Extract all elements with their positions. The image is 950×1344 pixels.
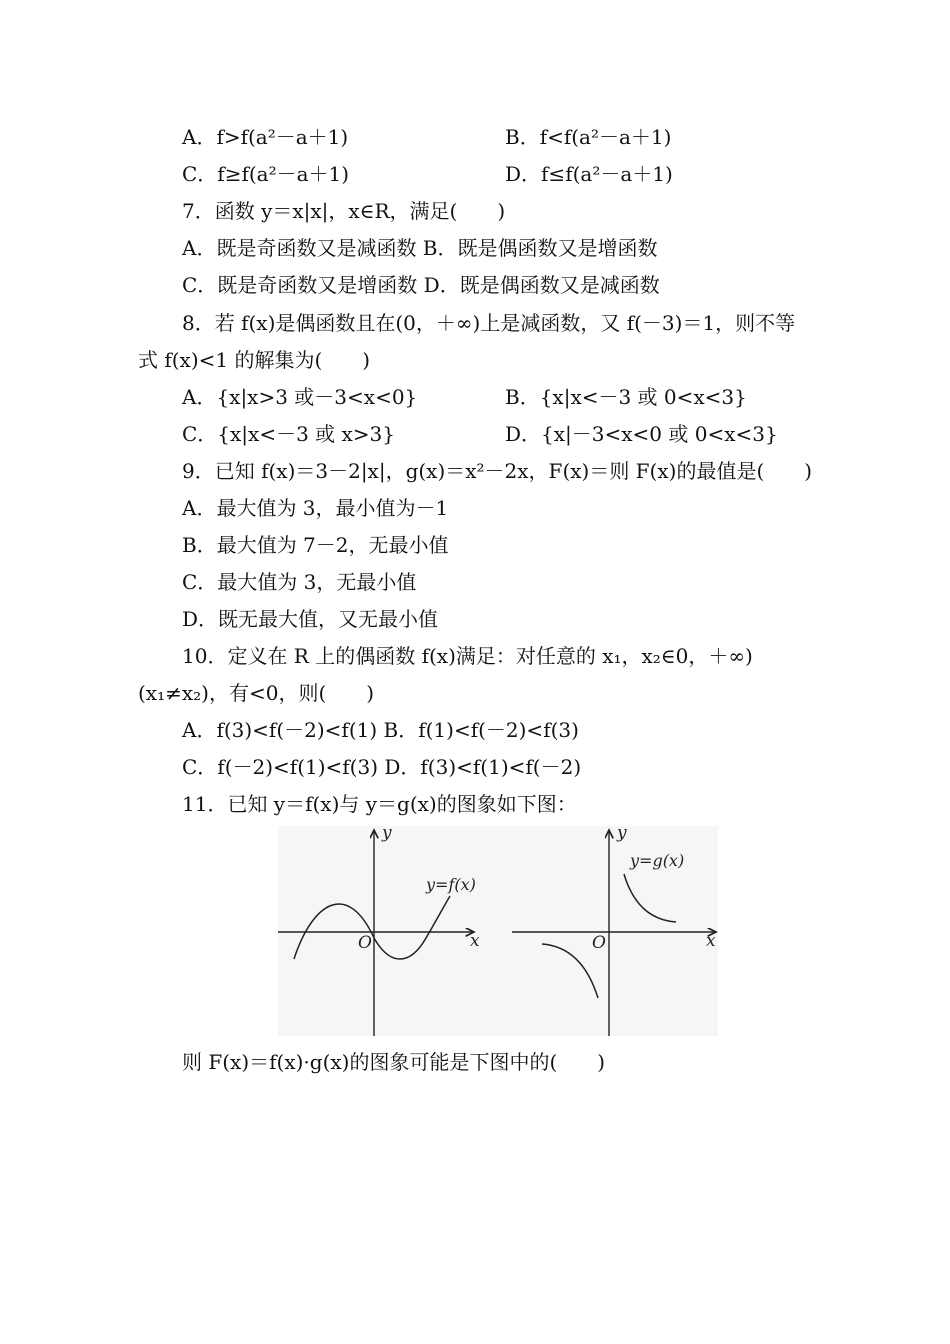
q11-graphs [278,826,718,1036]
left-curve-label: y=f(x) [426,875,476,894]
right-curve-g-neg [542,944,598,998]
right-curve-label: y=g(x) [630,851,685,870]
q6-option-d: D．f≤f(a²－a＋1) [505,162,673,186]
graph-right [512,826,716,1036]
q9-stem: 9．已知 f(x)＝3－2|x|，g(x)＝x²－2x，F(x)＝则 F(x)的最值是( ) [182,459,813,483]
q11-stem: 11．已知 y＝f(x)与 y＝g(x)的图象如下图： [182,792,577,816]
q8-option-d: D．{x|－3<x<0 或 0<x<3} [505,422,778,446]
q9-option-a: A．最大值为 3，最小值为－1 [182,496,449,520]
left-x-label: x [470,931,480,951]
q6-option-a: A．f>f(a²－a＋1) [182,125,349,149]
q10-options-cd: C．f(－2)<f(1)<f(3) D．f(3)<f(1)<f(－2) [182,755,582,779]
q10-options-ab: A．f(3)<f(－2)<f(1) B．f(1)<f(－2)<f(3) [182,718,579,742]
q9-option-d: D．既无最大值，又无最小值 [182,607,439,631]
q7-stem: 7．函数 y＝x|x|，x∈R，满足( ) [182,199,506,223]
q11-figure [278,826,718,1036]
q10-stem-line1: 10．定义在 R 上的偶函数 f(x)满足：对任意的 x₁，x₂∈0，＋∞) [182,644,753,668]
q6-option-b: B．f<f(a²－a＋1) [505,125,672,149]
q11-after-figure: 则 F(x)＝f(x)·g(x)的图象可能是下图中的( ) [182,1050,606,1074]
graph-left [278,826,480,1036]
q6-option-c: C．f≥f(a²－a＋1) [182,162,350,186]
left-y-label: y [382,826,392,843]
right-curve-g-pos [624,874,676,922]
left-curve-f [294,896,450,959]
q10-stem-line2: (x₁≠x₂)，有<0，则( ) [138,681,375,705]
q7-options-ab: A．既是奇函数又是减函数 B．既是偶函数又是增函数 [182,236,658,260]
q9-option-c: C．最大值为 3，无最小值 [182,570,417,594]
q7-options-cd: C．既是奇函数又是增函数 D．既是偶函数又是减函数 [182,273,660,297]
left-origin-label: O [358,933,372,953]
q8-stem-line1: 8．若 f(x)是偶函数且在(0，＋∞)上是减函数，又 f(－3)＝1，则不等 [182,311,796,335]
right-x-label: x [706,931,716,951]
q8-option-b: B．{x|x<－3 或 0<x<3} [505,385,747,409]
q8-stem-line2: 式 f(x)<1 的解集为( ) [138,348,371,372]
q9-option-b: B．最大值为 7－2，无最小值 [182,533,449,557]
q8-option-c: C．{x|x<－3 或 x>3} [182,422,396,446]
q8-option-a: A．{x|x>3 或－3<x<0} [182,385,418,409]
right-origin-label: O [592,933,606,953]
right-y-label: y [617,826,627,843]
